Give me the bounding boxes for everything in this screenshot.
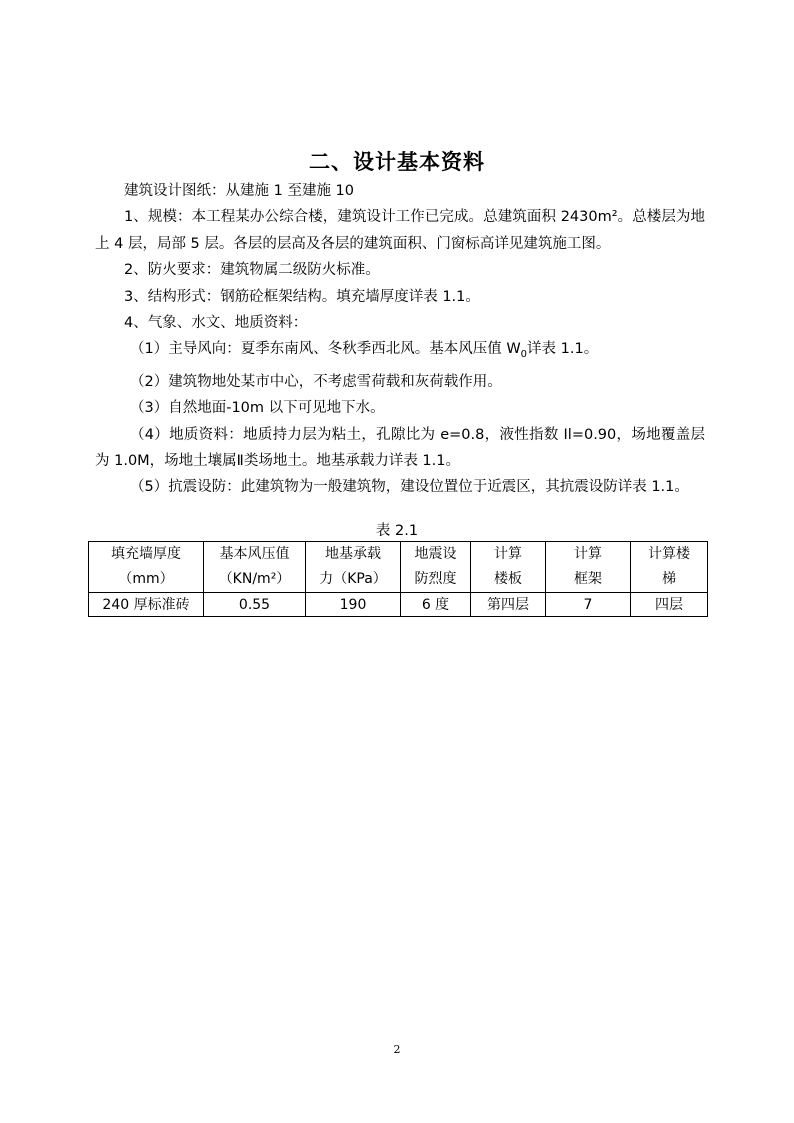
paragraph-wind-text: （1）主导风向：夏季东南风、冬秋季西北风。基本风压值 W <box>130 341 521 358</box>
paragraph-structure: 3、结构形式：钢筋砼框架结构。填充墙厚度详表 1.1。 <box>124 288 480 305</box>
paragraph-climate-heading: 4、气象、水文、地质资料： <box>124 315 308 332</box>
table-cell: 6 度 <box>401 593 471 617</box>
table-cell: 240 厚标准砖 <box>89 593 204 617</box>
header-cell: 基本风压值 （KN/m²） <box>204 542 306 593</box>
section-body <box>95 178 705 501</box>
header-cell: 计算楼 梯 <box>631 542 708 593</box>
table-caption: 表 2.1 <box>375 523 419 539</box>
paragraph-wind-subscript: 0 <box>520 349 528 361</box>
paragraph-fire: 2、防火要求：建筑物属二级防火标准。 <box>124 262 380 279</box>
table-cell: 7 <box>546 593 631 617</box>
table-header-row <box>89 542 708 593</box>
table-cell: 190 <box>306 593 401 617</box>
table-cell: 第四层 <box>471 593 546 617</box>
paragraph-drawings: 建筑设计图纸：从建施 1 至建施 10 <box>124 183 355 199</box>
header-cell: 地震设 防烈度 <box>401 542 471 593</box>
paragraph-geology: （4）地质资料：地质持力层为粘土，孔隙比为 e=0.8，液性指数 Il=0.90，场地覆盖层为 1.0M，场地土壤属Ⅱ类场地土。地基承载力详表 1.1。 <box>95 426 705 469</box>
page-number: 2 <box>393 1043 401 1056</box>
paragraph-scale: 1、规模：本工程某办公综合楼，建筑设计工作已完成。总建筑面积 2430m²。总楼层为地上 4 层，局部 5 层。各层的层高及各层的建筑面积、门窗标高详见建筑施工图。 <box>95 209 705 252</box>
header-cell: 计算 楼板 <box>471 542 546 593</box>
header-cell: 地基承载 力（KPa） <box>306 542 401 593</box>
paragraph-groundwater: （3）自然地面-10m 以下可见地下水。 <box>130 400 385 417</box>
section-title: 二、设计基本资料 <box>309 150 485 174</box>
paragraph-seismic: （5）抗震设防：此建筑物为一般建筑物，建设位置位于近震区，其抗震设防详表 1.1。 <box>130 479 689 496</box>
design-parameters-table <box>88 541 708 617</box>
table-row <box>89 593 708 617</box>
paragraph-wind-tail: 详表 1.1。 <box>527 341 599 358</box>
paragraph-wind <box>95 336 705 368</box>
paragraph-snow: （2）建筑物地处某市中心，不考虑雪荷载和灰荷载作用。 <box>130 373 502 390</box>
table-cell: 四层 <box>631 593 708 617</box>
header-cell: 填充墙厚度 （mm） <box>89 542 204 593</box>
table-cell: 0.55 <box>204 593 306 617</box>
header-cell: 计算 框架 <box>546 542 631 593</box>
